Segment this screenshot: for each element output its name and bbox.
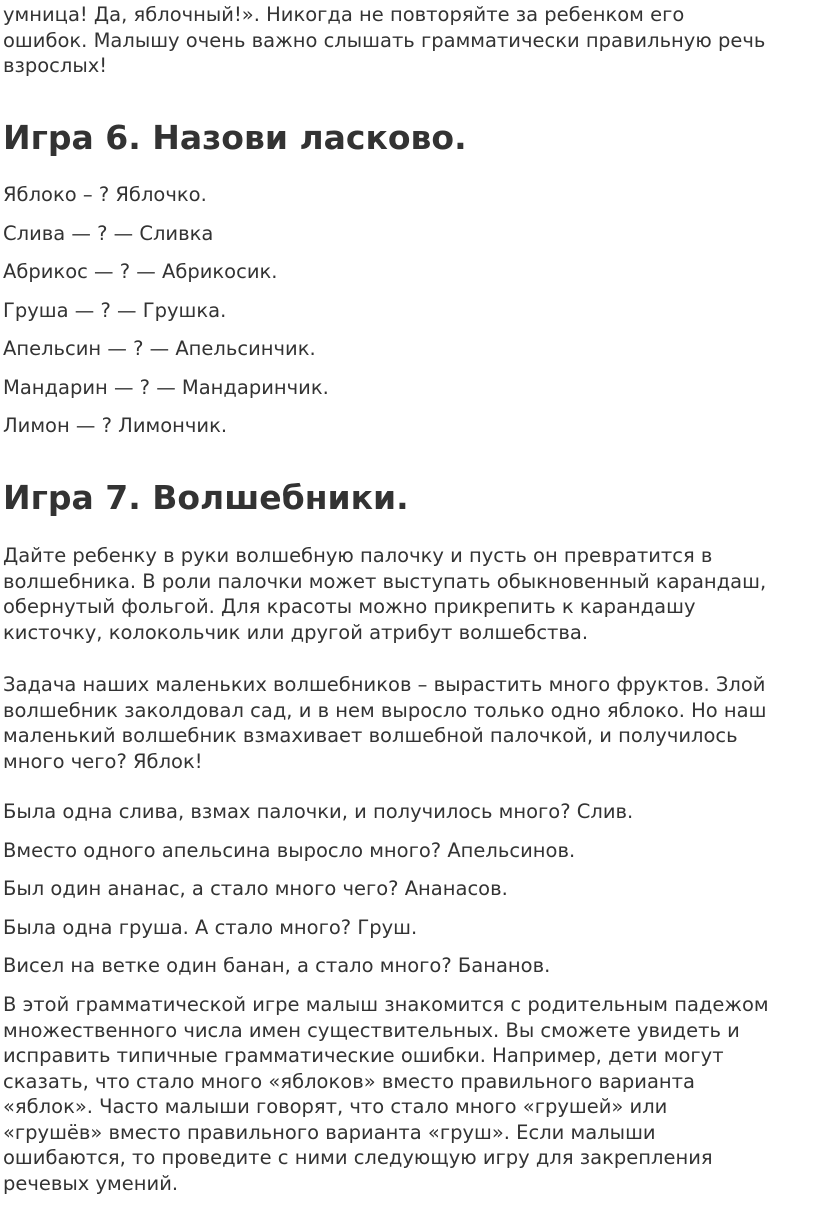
text-line: взрослых! — [3, 54, 108, 77]
list-item: Абрикос — ? — Абрикосик. — [3, 260, 278, 283]
game7-paragraph-2 — [3, 672, 813, 774]
list-item: Висел на ветке один банан, а стало много? Бананов. — [3, 954, 551, 977]
list-item: Груша — ? — Грушка. — [3, 299, 227, 322]
game7-paragraph-3 — [3, 992, 813, 1196]
text-line: В этой грамматической игре малыш знакомится с родительным падежом — [3, 993, 769, 1016]
text-line: обернутый фольгой. Для красоты можно прикрепить к карандашу — [3, 595, 696, 618]
text-line: умница! Да, яблочный!». Никогда не повторяйте за ребенком его — [3, 3, 685, 26]
text-line: исправить типичные грамматические ошибки. Например, дети могут — [3, 1044, 724, 1067]
text-line: волшебник заколдовал сад, и в нем выросло только одно яблоко. Но наш — [3, 698, 767, 722]
list-item: Лимон — ? Лимончик. — [3, 414, 228, 437]
text-line: множественного числа имен существительных. Вы сможете увидеть и — [3, 1018, 740, 1042]
text-line: ошибок. Малышу очень важно слышать грамматически правильную речь — [3, 28, 766, 52]
list-item: Слива — ? — Сливка — [3, 222, 214, 245]
text-line: много чего? Яблок! — [3, 749, 203, 773]
game7-title: Игра 7. Волшебники. — [3, 478, 409, 517]
text-line: волшебника. В роли палочки может выступать обыкновенный карандаш, — [3, 569, 767, 593]
game7-paragraph-1 — [3, 543, 813, 645]
text-line: «яблок». Часто малыши говорят, что стало много «грушей» или — [3, 1095, 668, 1118]
text-line: ошибаются, то проведите с ними следующую игру для закрепления — [3, 1146, 713, 1169]
text-line: маленький волшебник взмахивает волшебной палочкой, и получилось — [3, 724, 738, 747]
intro-paragraph — [3, 2, 813, 79]
text-line: речевых умений. — [3, 1171, 179, 1195]
list-item: Яблоко – ? Яблочко. — [3, 183, 207, 206]
list-item: Была одна слива, взмах палочки, и получилось много? Слив. — [3, 800, 634, 823]
text-line: сказать, что стало много «яблоков» вместо правильного варианта — [3, 1069, 695, 1093]
list-item: Была одна груша. А стало много? Груш. — [3, 916, 418, 939]
text-line: Задача наших маленьких волшебников – вырастить много фруктов. Злой — [3, 673, 766, 696]
list-item: Был один ананас, а стало много чего? Ананасов. — [3, 877, 508, 900]
list-item: Апельсин — ? — Апельсинчик. — [3, 337, 316, 360]
game6-title: Игра 6. Назови ласково. — [3, 118, 467, 157]
list-item: Мандарин — ? — Мандаринчик. — [3, 376, 329, 399]
text-line: кисточку, колокольчик или другой атрибут волшебства. — [3, 620, 589, 644]
text-line: Дайте ребенку в руки волшебную палочку и пусть он превратится в — [3, 544, 713, 567]
text-line: «грушёв» вместо правильного варианта «груш». Если малыши — [3, 1120, 656, 1144]
list-item: Вместо одного апельсина выросло много? Апельсинов. — [3, 839, 576, 862]
